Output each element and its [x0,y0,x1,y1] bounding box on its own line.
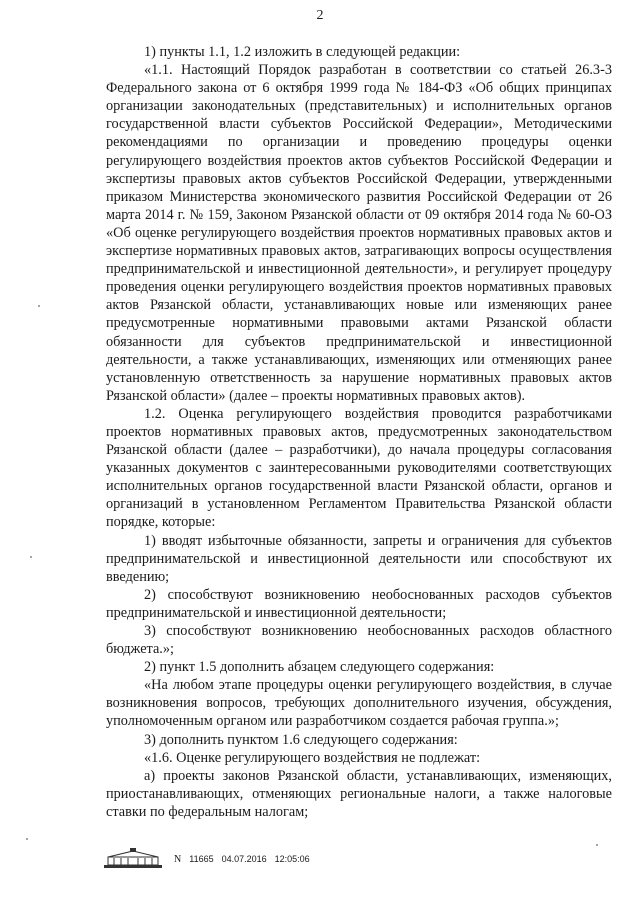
paragraph: а) проекты законов Рязанской области, устанавливающих, изменяющих, приостанавливающих, отменяющих региональные налоги, а также налоговые ставки по федеральным налогам; [106,767,612,820]
paragraph: 1) вводят избыточные обязанности, запреты и ограничения для субъектов предпринимательской и инвестиционной деятельности или способствуют их введению; [106,532,612,585]
registration-number: 11665 [189,854,214,864]
registration-time: 12:05:06 [274,854,310,864]
paragraph: 2) пункт 1.5 дополнить абзацем следующего содержания: [144,659,495,676]
paragraph: 3) дополнить пунктом 1.6 следующего содержания: [144,731,458,748]
paragraph: 1.2. Оценка регулирующего воздействия проводится разработчиками проектов нормативных правовых актов, предусмотренных законодательством Рязанской области (далее – разработчики), до начала процедуры согласования указанных документов с заинтересованными руководителями соответствующих исполнительных органов государственной власти Рязанской области, органов и организаций в установленном Регламентом Правительства Рязанской области порядке, которые: [106,405,612,531]
registration-footer [102,848,310,870]
registration-date: 04.07.2016 [221,854,267,864]
registration-mark: N [174,853,182,865]
scan-artifact [596,844,598,846]
paragraph: «1.6. Оценке регулирующего воздействия не подлежат: [144,749,481,766]
scan-artifact [30,556,32,558]
document-body [106,43,612,821]
paragraph: 2) способствуют возникновению необоснованных расходов субъектов предпринимательской и инвестиционной деятельности; [106,586,612,621]
scan-artifact [26,838,28,840]
paragraph: «На любом этапе процедуры оценки регулирующего воздействия, в случае возникновения вопросов, требующих дополнительного изучения, обсуждения, уполномоченным органом или разработчиком создается рабочая группа.»; [106,677,612,730]
government-building-icon [102,848,164,870]
page-number: 2 [316,8,324,23]
paragraph: 3) способствуют возникновению необоснованных расходов областного бюджета.»; [106,623,612,658]
scan-artifact [38,305,40,307]
paragraph: 1) пункты 1.1, 1.2 изложить в следующей редакции: [144,44,461,60]
paragraph: «1.1. Настоящий Порядок разработан в соответствии со статьей 26.3-3 Федерального закона от 6 октября 1999 года № 184-ФЗ «Об общих принципах организации законодательных (представительных) и исполнительных органов государственной власти субъектов Российской Федерации», Методическими рекомендациями по организации и проведению процедуры оценки регулирующего воздействия проектов актов субъектов Российской Федерации и экспертизы правовых актов субъектов Российской Федерации, утвержденными приказом Министерства экономического развития Российской Федерации от 26 марта 2014 г. № 159, Законом Рязанской области от 09 октября 2014 года № 60-ОЗ «Об оценке регулирующего воздействия проектов нормативных правовых актов и экспертизе нормативных правовых актов, затрагивающих вопросы осуществления предпринимательской и инвестиционной деятельности», и регулирует процедуру проведения оценки регулирующего воздействия проектов нормативных правовых актов Рязанской области, устанавливающих новые или изменяющих ранее предусмотренные нормативными правовыми актами Рязанской области обязанности для субъектов предпринимательской и инвестиционной деятельности, а также устанавливающих, изменяющих или отменяющих ранее установленную ответственность за нарушение нормативных правовых актов Рязанской области» (далее – проекты нормативных правовых актов). [106,62,612,404]
